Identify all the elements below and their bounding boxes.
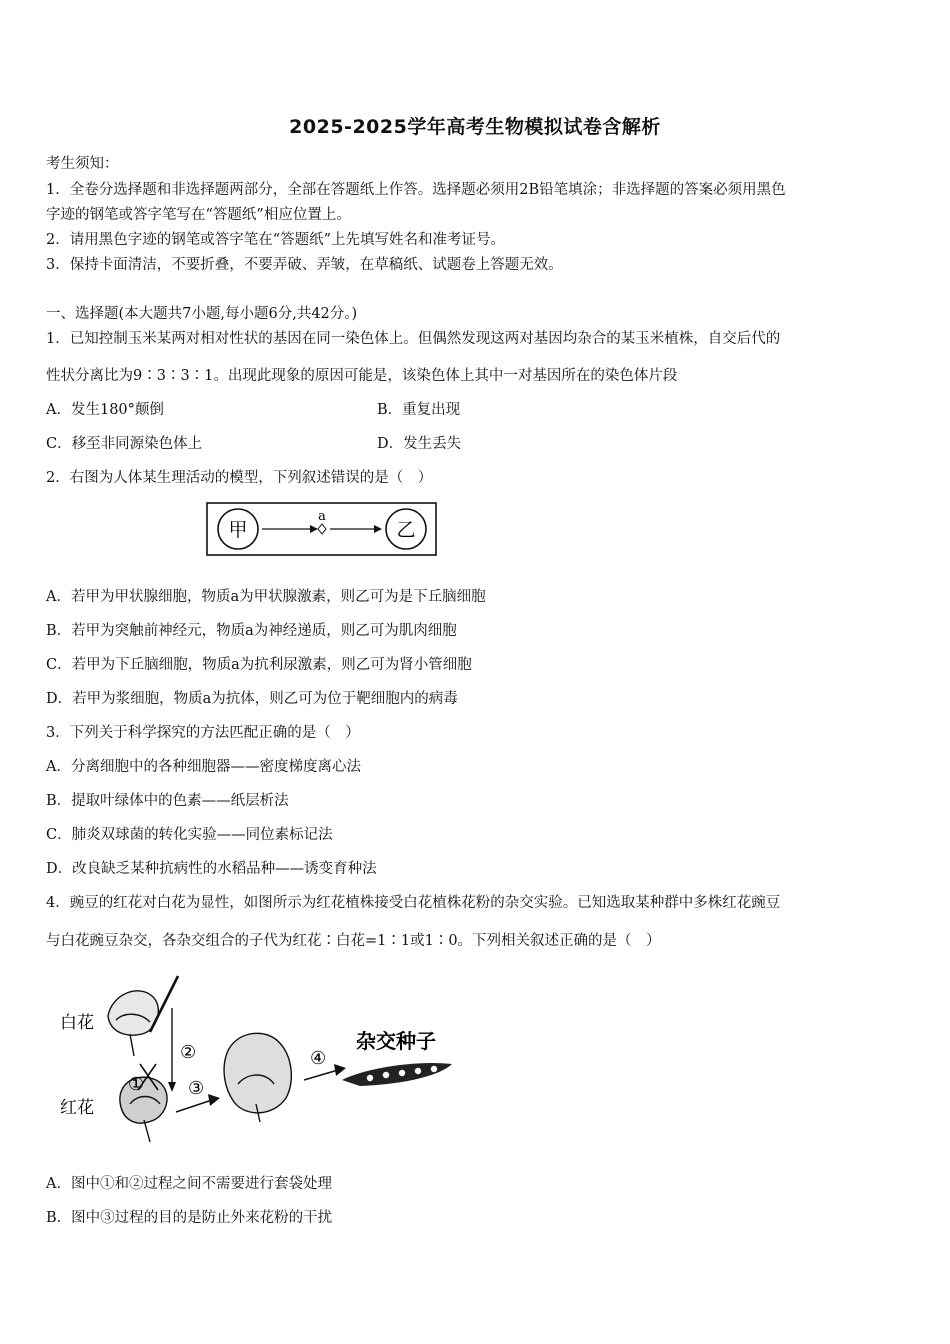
q4-stem-b: 与白花豌豆杂交，各杂交组合的子代为红花∶白花=1∶1或1∶0。下列相关叙述正确的是（ ） bbox=[46, 933, 661, 949]
step-2-label: ② bbox=[180, 1042, 197, 1063]
q1-stem-b: 性状分离比为9∶3∶3∶1。出现此现象的原因可能是，该染色体上其中一对基因所在的染色体片段 bbox=[46, 368, 678, 384]
step-1-label: ① bbox=[128, 1074, 145, 1095]
q2-stem: 2．右图为人体某生理活动的模型，下列叙述错误的是（ ） bbox=[46, 470, 433, 486]
cell-jia-label: 甲 bbox=[228, 519, 248, 541]
section-heading: 一、选择题(本大题共7小题,每小题6分,共42分。) bbox=[46, 306, 358, 322]
q3-stem: 3．下列关于科学探究的方法匹配正确的是（ ） bbox=[46, 725, 360, 741]
notice-line-2: 2．请用黑色字迹的钢笔或答字笔在“答题纸”上先填写姓名和准考证号。 bbox=[46, 232, 506, 248]
q3-option-d: D．改良缺乏某种抗病性的水稻品种——诱变育种法 bbox=[46, 861, 377, 877]
q2-option-b: B．若甲为突触前神经元，物质a为神经递质，则乙可为肌肉细胞 bbox=[46, 623, 457, 639]
q4-stem-a: 4．豌豆的红花对白花为显性，如图所示为红花植株接受白花植株花粉的杂交实验。已知选取某种群中多株红花豌豆 bbox=[46, 895, 781, 911]
step-4-label: ④ bbox=[310, 1048, 327, 1069]
q2-option-d: D．若甲为浆细胞，物质a为抗体，则乙可为位于靶细胞内的病毒 bbox=[46, 691, 458, 707]
q4-option-a: A．图中①和②过程之间不需要进行套袋处理 bbox=[46, 1176, 332, 1192]
q1-option-b: B．重复出现 bbox=[377, 402, 461, 418]
red-flower-label: 红花 bbox=[60, 1098, 94, 1118]
pea-pod-icon bbox=[342, 1063, 452, 1086]
q1-option-c: C．移至非同源染色体上 bbox=[46, 436, 203, 452]
notice-line-1b: 字迹的钢笔或答字笔写在“答题纸”相应位置上。 bbox=[46, 207, 351, 223]
page-title: 2025-2025学年高考生物模拟试卷含解析 bbox=[289, 116, 661, 138]
notice-heading: 考生须知： bbox=[46, 156, 119, 172]
notice-line-1a: 1．全卷分选择题和非选择题两部分，全部在答题纸上作答。选择题必须用2B铅笔填涂；非选择题的答案必须用黑色 bbox=[46, 182, 786, 198]
q2-option-a: A．若甲为甲状腺细胞，物质a为甲状腺激素，则乙可为是下丘脑细胞 bbox=[46, 589, 486, 605]
bagged-flower-icon bbox=[224, 1033, 291, 1122]
cell-yi-label: 乙 bbox=[396, 519, 416, 541]
hybrid-seed-label: 杂交种子 bbox=[356, 1029, 436, 1053]
q1-stem-a: 1．已知控制玉米某两对相对性状的基因在同一染色体上。但偶然发现这两对基因均杂合的某玉米植株，自交后代的 bbox=[46, 331, 781, 347]
q3-option-b: B．提取叶绿体中的色素——纸层析法 bbox=[46, 793, 289, 809]
q3-option-a: A．分离细胞中的各种细胞器——密度梯度离心法 bbox=[46, 759, 361, 775]
q2-option-c: C．若甲为下丘脑细胞，物质a为抗利尿激素，则乙可为肾小管细胞 bbox=[46, 657, 472, 673]
q3-option-c: C．肺炎双球菌的转化实验——同位素标记法 bbox=[46, 827, 333, 843]
q1-option-d: D．发生丢失 bbox=[377, 436, 462, 452]
white-flower-label: 白花 bbox=[60, 1013, 94, 1033]
white-flower-icon bbox=[108, 976, 178, 1056]
step-3-label: ③ bbox=[188, 1078, 205, 1099]
q1-option-a: A．发生180°颠倒 bbox=[46, 402, 164, 418]
substance-a-label: a bbox=[318, 509, 326, 524]
substance-a-icon bbox=[318, 524, 326, 534]
notice-line-3: 3．保持卡面清洁，不要折叠，不要弄破、弄皱，在草稿纸、试题卷上答题无效。 bbox=[46, 257, 563, 273]
q4-option-b: B．图中③过程的目的是防止外来花粉的干扰 bbox=[46, 1210, 333, 1226]
q2-diagram bbox=[206, 500, 438, 558]
q4-diagram bbox=[60, 972, 470, 1148]
